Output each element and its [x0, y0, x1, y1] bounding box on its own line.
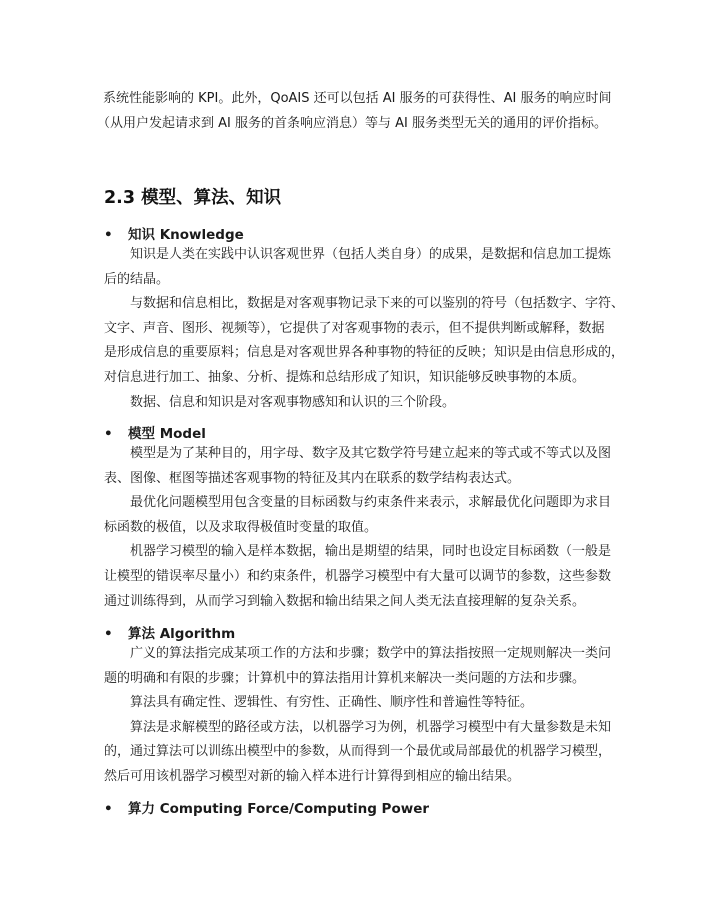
body-line: 的，通过算法可以训练出模型中的参数，从而得到一个最优或局部最优的机器学习模型， — [104, 744, 612, 760]
body-line: 通过训练得到，从而学习到输入数据和输出结果之间人类无法直接理解的复杂关系。 — [104, 593, 586, 609]
algorithm-body — [104, 642, 624, 790]
body-line: 后的结晶。 — [104, 271, 170, 287]
bullet-icon: • — [104, 227, 113, 243]
term-title: 模型 Model — [128, 426, 206, 442]
body-line: 算法具有确定性、逻辑性、有穷性、正确性、顺序性和普遍性等特征。 — [130, 695, 534, 711]
body-line: 让模型的错误率尽量小）和约束条件，机器学习模型中有大量可以调节的参数，这些参数 — [104, 568, 612, 584]
body-line: 数据、信息和知识是对客观事物感知和认识的三个阶段。 — [130, 394, 456, 410]
term-title: 算力 Computing Force/Computing Power — [128, 801, 430, 817]
intro-line: （从用户发起请求到 AI 服务的首条响应消息）等与 AI 服务类型无关的通用的评价指标。 — [97, 116, 607, 131]
body-line: 算法是求解模型的路径或方法，以机器学习为例，机器学习模型中有大量参数是未知 — [130, 719, 612, 735]
term-heading-knowledge — [104, 223, 244, 243]
bullet-icon: • — [104, 626, 113, 642]
intro-line: 系统性能影响的 KPI。此外，QoAIS 还可以包括 AI 服务的可获得性、AI 服务的响应时间 — [103, 91, 612, 106]
section-heading: 2.3 模型、算法、知识 — [104, 188, 282, 208]
body-line: 模型是为了某种目的，用字母、数字及其它数学符号建立起来的等式或不等式以及图 — [130, 446, 612, 461]
bullet-icon: • — [104, 801, 113, 817]
term-title: 知识 Knowledge — [128, 227, 244, 243]
intro-paragraph — [97, 86, 623, 136]
body-line: 广义的算法指完成某项工作的方法和步骤；数学中的算法指按照一定规则解决一类问 — [130, 646, 612, 661]
body-line: 文字、声音、图形、视频等），它提供了对客观事物的表示，但不提供判断或解释，数据 — [104, 320, 605, 336]
knowledge-body — [104, 243, 624, 415]
body-line: 机器学习模型的输入是样本数据，输出是期望的结果，同时也设定目标函数（一般是 — [130, 544, 612, 560]
term-heading-computing — [104, 797, 429, 817]
body-line: 对信息进行加工、抽象、分析、提炼和总结形成了知识，知识能够反映事物的本质。 — [104, 369, 586, 385]
body-line: 是形成信息的重要原料；信息是对客观世界各种事物的特征的反映；知识是由信息形成的， — [104, 345, 625, 361]
body-line: 最优化问题模型用包含变量的目标函数与约束条件来表示，求解最优化问题即为求目 — [130, 495, 612, 511]
body-line: 与数据和信息相比，数据是对客观事物记录下来的可以鉴别的符号（包括数字、字符、 — [130, 296, 625, 312]
body-line: 知识是人类在实践中认识客观世界（包括人类自身）的成果，是数据和信息加工提炼 — [130, 247, 612, 262]
model-body — [104, 442, 624, 614]
body-line: 题的明确和有限的步骤；计算机中的算法指用计算机来解决一类问题的方法和步骤。 — [104, 670, 586, 686]
body-line: 标函数的极值，以及求取得极值时变量的取值。 — [104, 519, 378, 535]
bullet-icon: • — [104, 426, 113, 442]
term-heading-model — [104, 422, 206, 442]
body-line: 然后可用该机器学习模型对新的输入样本进行计算得到相应的输出结果。 — [104, 768, 521, 784]
term-heading-algorithm — [104, 622, 235, 642]
body-line: 表、图像、框图等描述客观事物的特征及其内在联系的数学结构表达式。 — [104, 470, 521, 486]
term-title: 算法 Algorithm — [128, 626, 236, 642]
